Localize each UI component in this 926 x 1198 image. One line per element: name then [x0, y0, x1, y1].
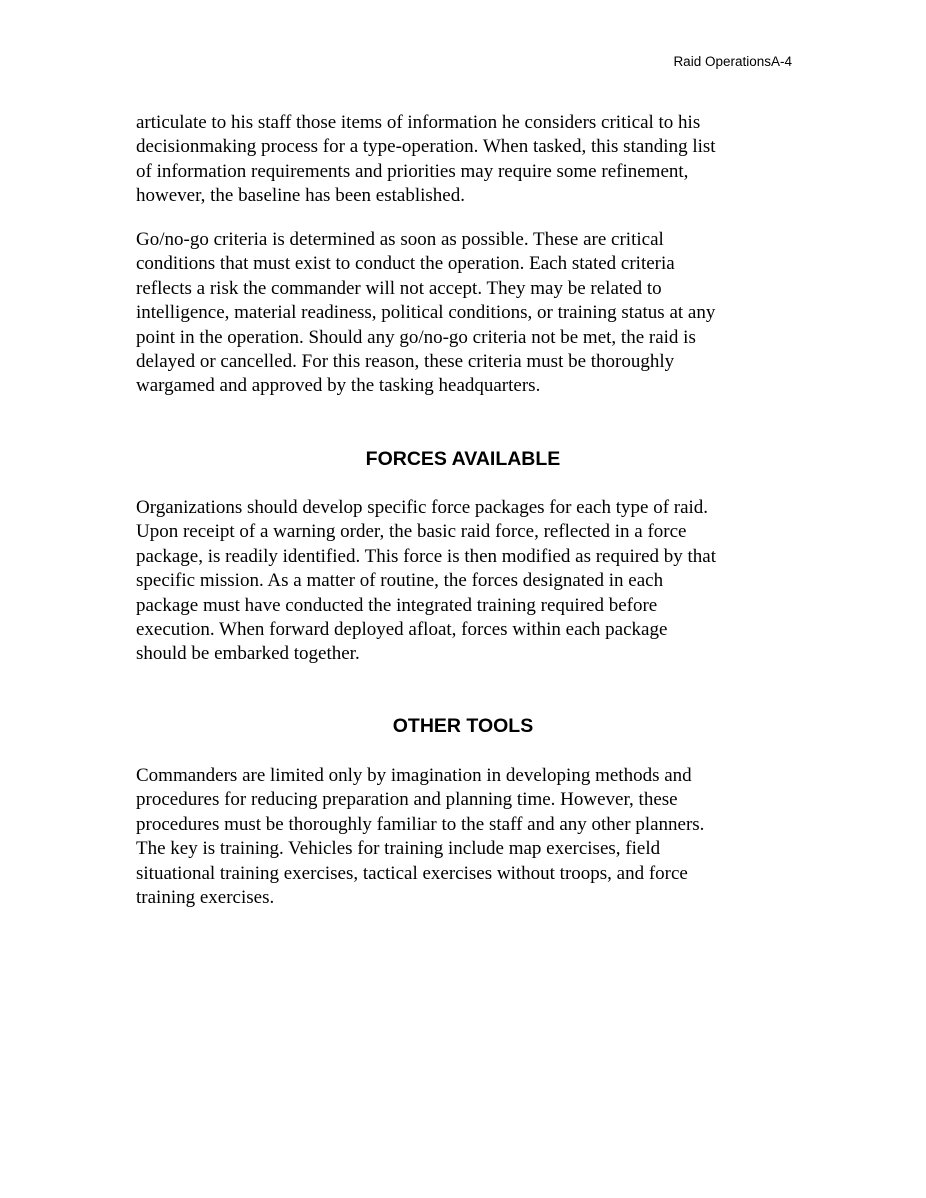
- text-line: package must have conducted the integrated training required before: [136, 594, 658, 616]
- text-line: training exercises.: [136, 887, 275, 909]
- heading-other-tools: OTHER TOOLS: [392, 715, 534, 737]
- text-line: delayed or cancelled. For this reason, these criteria must be thoroughly: [136, 351, 675, 373]
- text-line: however, the baseline has been established.: [136, 185, 465, 207]
- text-line: intelligence, material readiness, political conditions, or training status at any: [136, 302, 716, 324]
- text-line: The key is training. Vehicles for training include map exercises, field: [136, 838, 661, 860]
- running-header: Raid OperationsA-4: [673, 54, 792, 69]
- text-line: of information requirements and priorities may require some refinement,: [136, 160, 689, 182]
- text-line: articulate to his staff those items of information he considers critical to his: [136, 112, 701, 133]
- text-line: decisionmaking process for a type-operation. When tasked, this standing list: [136, 136, 716, 158]
- text-line: wargamed and approved by the tasking headquarters.: [136, 375, 541, 397]
- heading-forces-available: FORCES AVAILABLE: [365, 448, 561, 470]
- text-line: package, is readily identified. This force is then modified as required by that: [136, 545, 717, 567]
- text-line: procedures for reducing preparation and planning time. However, these: [136, 789, 678, 811]
- text-line: execution. When forward deployed afloat, forces within each package: [136, 619, 668, 641]
- text-line: procedures must be thoroughly familiar to the staff and any other planners.: [136, 813, 705, 835]
- text-line: reflects a risk the commander will not accept. They may be related to: [136, 277, 662, 299]
- text-line: Go/no-go criteria is determined as soon as possible. These are critical: [136, 229, 664, 250]
- text-line: should be embarked together.: [136, 643, 360, 665]
- text-line: conditions that must exist to conduct the operation. Each stated criteria: [136, 253, 675, 275]
- text-line: Upon receipt of a warning order, the basic raid force, reflected in a force: [136, 521, 687, 543]
- text-line: point in the operation. Should any go/no-go criteria not be met, the raid is: [136, 326, 696, 348]
- text-line: specific mission. As a matter of routine, the forces designated in each: [136, 570, 664, 592]
- paragraph-critical-information: [136, 111, 796, 209]
- text-line: situational training exercises, tactical exercises without troops, and force: [136, 862, 688, 884]
- text-line: Commanders are limited only by imagination in developing methods and: [136, 765, 692, 786]
- text-line: Organizations should develop specific force packages for each type of raid.: [136, 497, 709, 518]
- paragraph-other-tools: [136, 764, 796, 910]
- paragraph-go-no-go-criteria: [136, 228, 796, 399]
- paragraph-forces-available: [136, 496, 796, 667]
